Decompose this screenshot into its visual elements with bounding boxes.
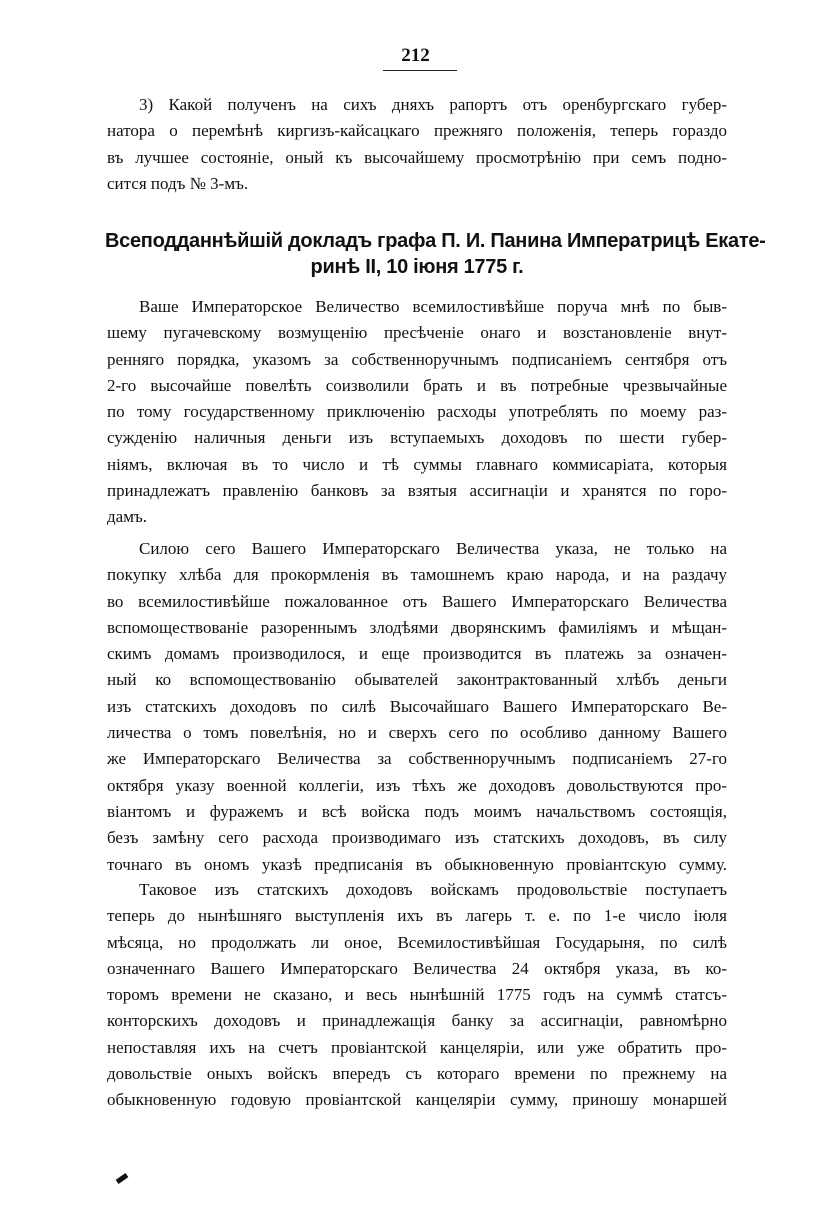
text-line: обыкновенную годовую провіантской канцеляріи сумму, приношу монаршей [107,1090,727,1110]
text-line: конторскихъ доходовъ и принадлежащія банку за ассигнаціи, равномѣрно [107,1011,727,1031]
text-line: ренняго порядка, указомъ за собственноручнымъ подписаніемъ сентября отъ [107,349,727,369]
text-line: вспомоществованіе разореннымъ злодѣями дворянскимъ фамиліямъ и мѣщан- [107,617,727,637]
text-line: въ лучшее состояніе, оный къ высочайшему просмотрѣнію при семъ подно- [107,147,727,167]
scan-mark [116,1173,129,1184]
text-line: личества о томъ повелѣнія, но и сверхъ сего по особливо данному Вашего [107,723,727,743]
body-paragraph-2 [107,536,727,878]
item-3-paragraph [107,92,727,197]
text-line: же Императорскаго Величества за собственноручнымъ подписаніемъ 27-го [107,749,727,769]
text-line: довольствіе оныхъ войскъ впередъ съ котораго времени по прежнему на [107,1064,727,1084]
text-line: точнаго въ ономъ указѣ предписанія въ обыкновенную провіантскую сумму. [107,854,727,874]
text-line: сится подъ № 3-мъ. [107,173,249,193]
page-number: 212 [401,45,430,66]
text-line: віантомъ и фуражемъ и всѣ войска подъ моимъ начальствомъ состоящія, [107,801,727,821]
text-line: Ваше Императорское Величество всемилостивѣйше поруча мнѣ по быв- [139,297,727,316]
text-line: Силою сего Вашего Императорскаго Величества указа, не только на [139,539,727,558]
text-line: мѣсяца, но продолжать ли оное, Всемилостивѣйшая Государыня, по силѣ [107,932,727,952]
text-line: натора о перемѣнѣ киргизъ-кайсацкаго прежняго положенія, теперь гораздо [107,121,727,141]
text-line: Всеподданнѣйшій докладъ графа П. И. Панина Императрицѣ Екате- [105,230,766,252]
text-line: по тому государственному приключенію расходы употреблять по моему раз- [107,402,727,422]
text-line: означеннаго Вашего Императорскаго Величества 24 октября указа, въ ко- [107,958,727,978]
text-line: непоставляя ихъ на счетъ провіантской канцеляріи, или уже обратить про- [107,1037,727,1057]
body-paragraph-3 [107,877,727,1114]
text-line: изъ статскихъ доходовъ по силѣ Высочайшаго Вашего Императорскаго Ве- [107,696,727,716]
text-line: Таковое изъ статскихъ доходовъ войскамъ продовольствіе поступаетъ [139,880,727,899]
page-number-rule [383,70,457,71]
text-line: 2-го высочайше повелѣть соизволили брать и въ потребные чрезвычайные [107,375,727,395]
text-line: ный ко вспомоществованію обывателей законтрактованный хлѣбъ деньги [107,670,727,690]
text-line: покупку хлѣба для прокормленія въ тамошнемъ краю народа, и на раздачу [107,565,727,585]
text-line: 3) Какой полученъ на сихъ дняхъ рапортъ отъ оренбургскаго губер- [139,95,727,114]
text-line: дамъ. [107,507,147,527]
text-line: принадлежатъ правленію банковъ за взятыя ассигнаціи и хранятся по горо- [107,481,727,501]
text-line: во всемилостивѣйше пожалованное отъ Вашего Императорскаго Величества [107,591,727,611]
section-heading [105,228,766,280]
text-line: ніямъ, включая въ то число и тѣ суммы главнаго коммисаріата, которыя [107,454,727,474]
text-line: скимъ домамъ производилося, и еще производится въ платежь за означен- [107,644,727,664]
text-line: теперь до нынѣшняго выступленія ихъ въ лагерь т. е. по 1-е число іюля [107,906,727,926]
text-line: торомъ времени не сказано, и весь нынѣшній 1775 годъ на суммѣ статсъ- [107,985,727,1005]
body-paragraph-1 [107,294,727,531]
text-line: шему пугачевскому возмущенію пресѣченіе онаго и возстановленіе внут- [107,323,727,343]
text-line: безъ замѣну сего расхода производимаго изъ статскихъ доходовъ, въ силу [107,828,727,848]
text-line: сужденію наличныя деньги изъ вступаемыхъ доходовъ по шести губер- [107,428,727,448]
text-line: ринѣ II, 10 іюня 1775 г. [310,256,524,278]
text-line: октября указу военной коллегіи, изъ тѣхъ же доходовъ довольствуются про- [107,775,727,795]
